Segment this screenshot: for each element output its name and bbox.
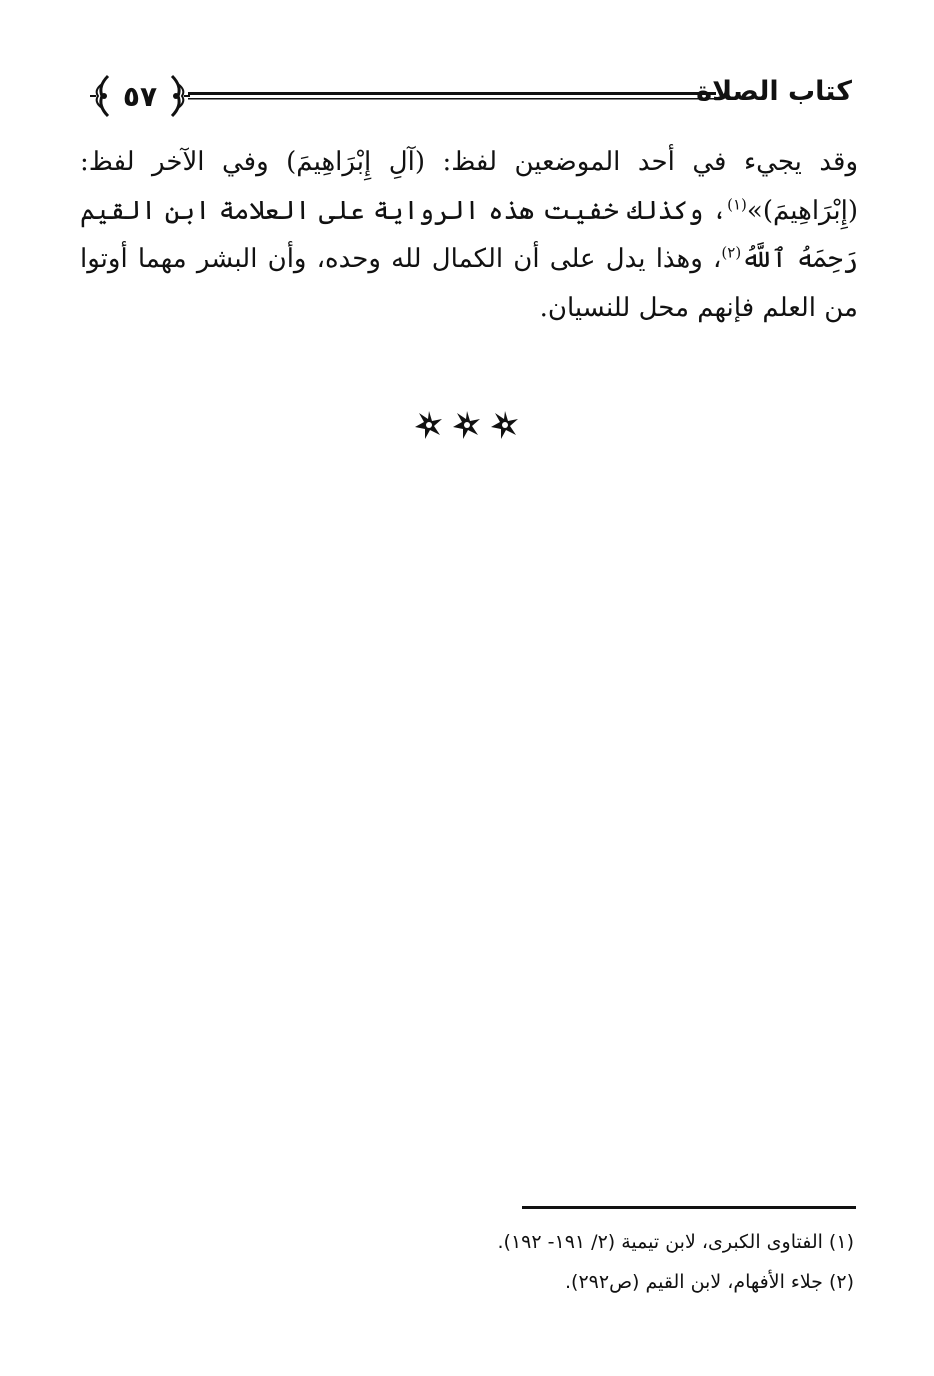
page-number-frame bbox=[90, 70, 190, 122]
paragraph-text-1: وقد يجيء في أحد الموضعين لفظ: (آلِ إِبْرَاهِيمَ) وفي الآخر لفظ: (إِبْرَاهِيمَ)» bbox=[80, 147, 858, 226]
section-separator-icon bbox=[410, 405, 525, 445]
footnotes bbox=[394, 1222, 854, 1302]
footnote-divider bbox=[522, 1206, 856, 1209]
header-double-rule bbox=[188, 91, 716, 101]
paragraph-text-2: ، وكذلك خفيت هذه الرواية على العلامة ابن القيم رَحِمَهُ ٱللَّهُ bbox=[80, 195, 859, 274]
paragraph-text-3: ، وهذا يدل على أن الكمال لله وحده، وأن البشر مهما أوتوا من العلم فإنهم محل للنسيان. bbox=[80, 244, 858, 323]
footnote-ref-2: (٢) bbox=[721, 243, 742, 262]
book-title: كتاب الصلاة bbox=[696, 76, 852, 107]
footnote-1: (١) الفتاوى الكبرى، لابن تيمية (٢/ ١٩١- ١٩٢). bbox=[497, 1231, 854, 1253]
page-header bbox=[0, 0, 934, 130]
footnote-2: (٢) جلاء الأفهام، لابن القيم (ص٢٩٢). bbox=[564, 1271, 854, 1293]
main-paragraph bbox=[80, 138, 858, 332]
footnote-ref-1: (١) bbox=[727, 194, 747, 213]
page-number: ٥٧ bbox=[122, 79, 158, 113]
